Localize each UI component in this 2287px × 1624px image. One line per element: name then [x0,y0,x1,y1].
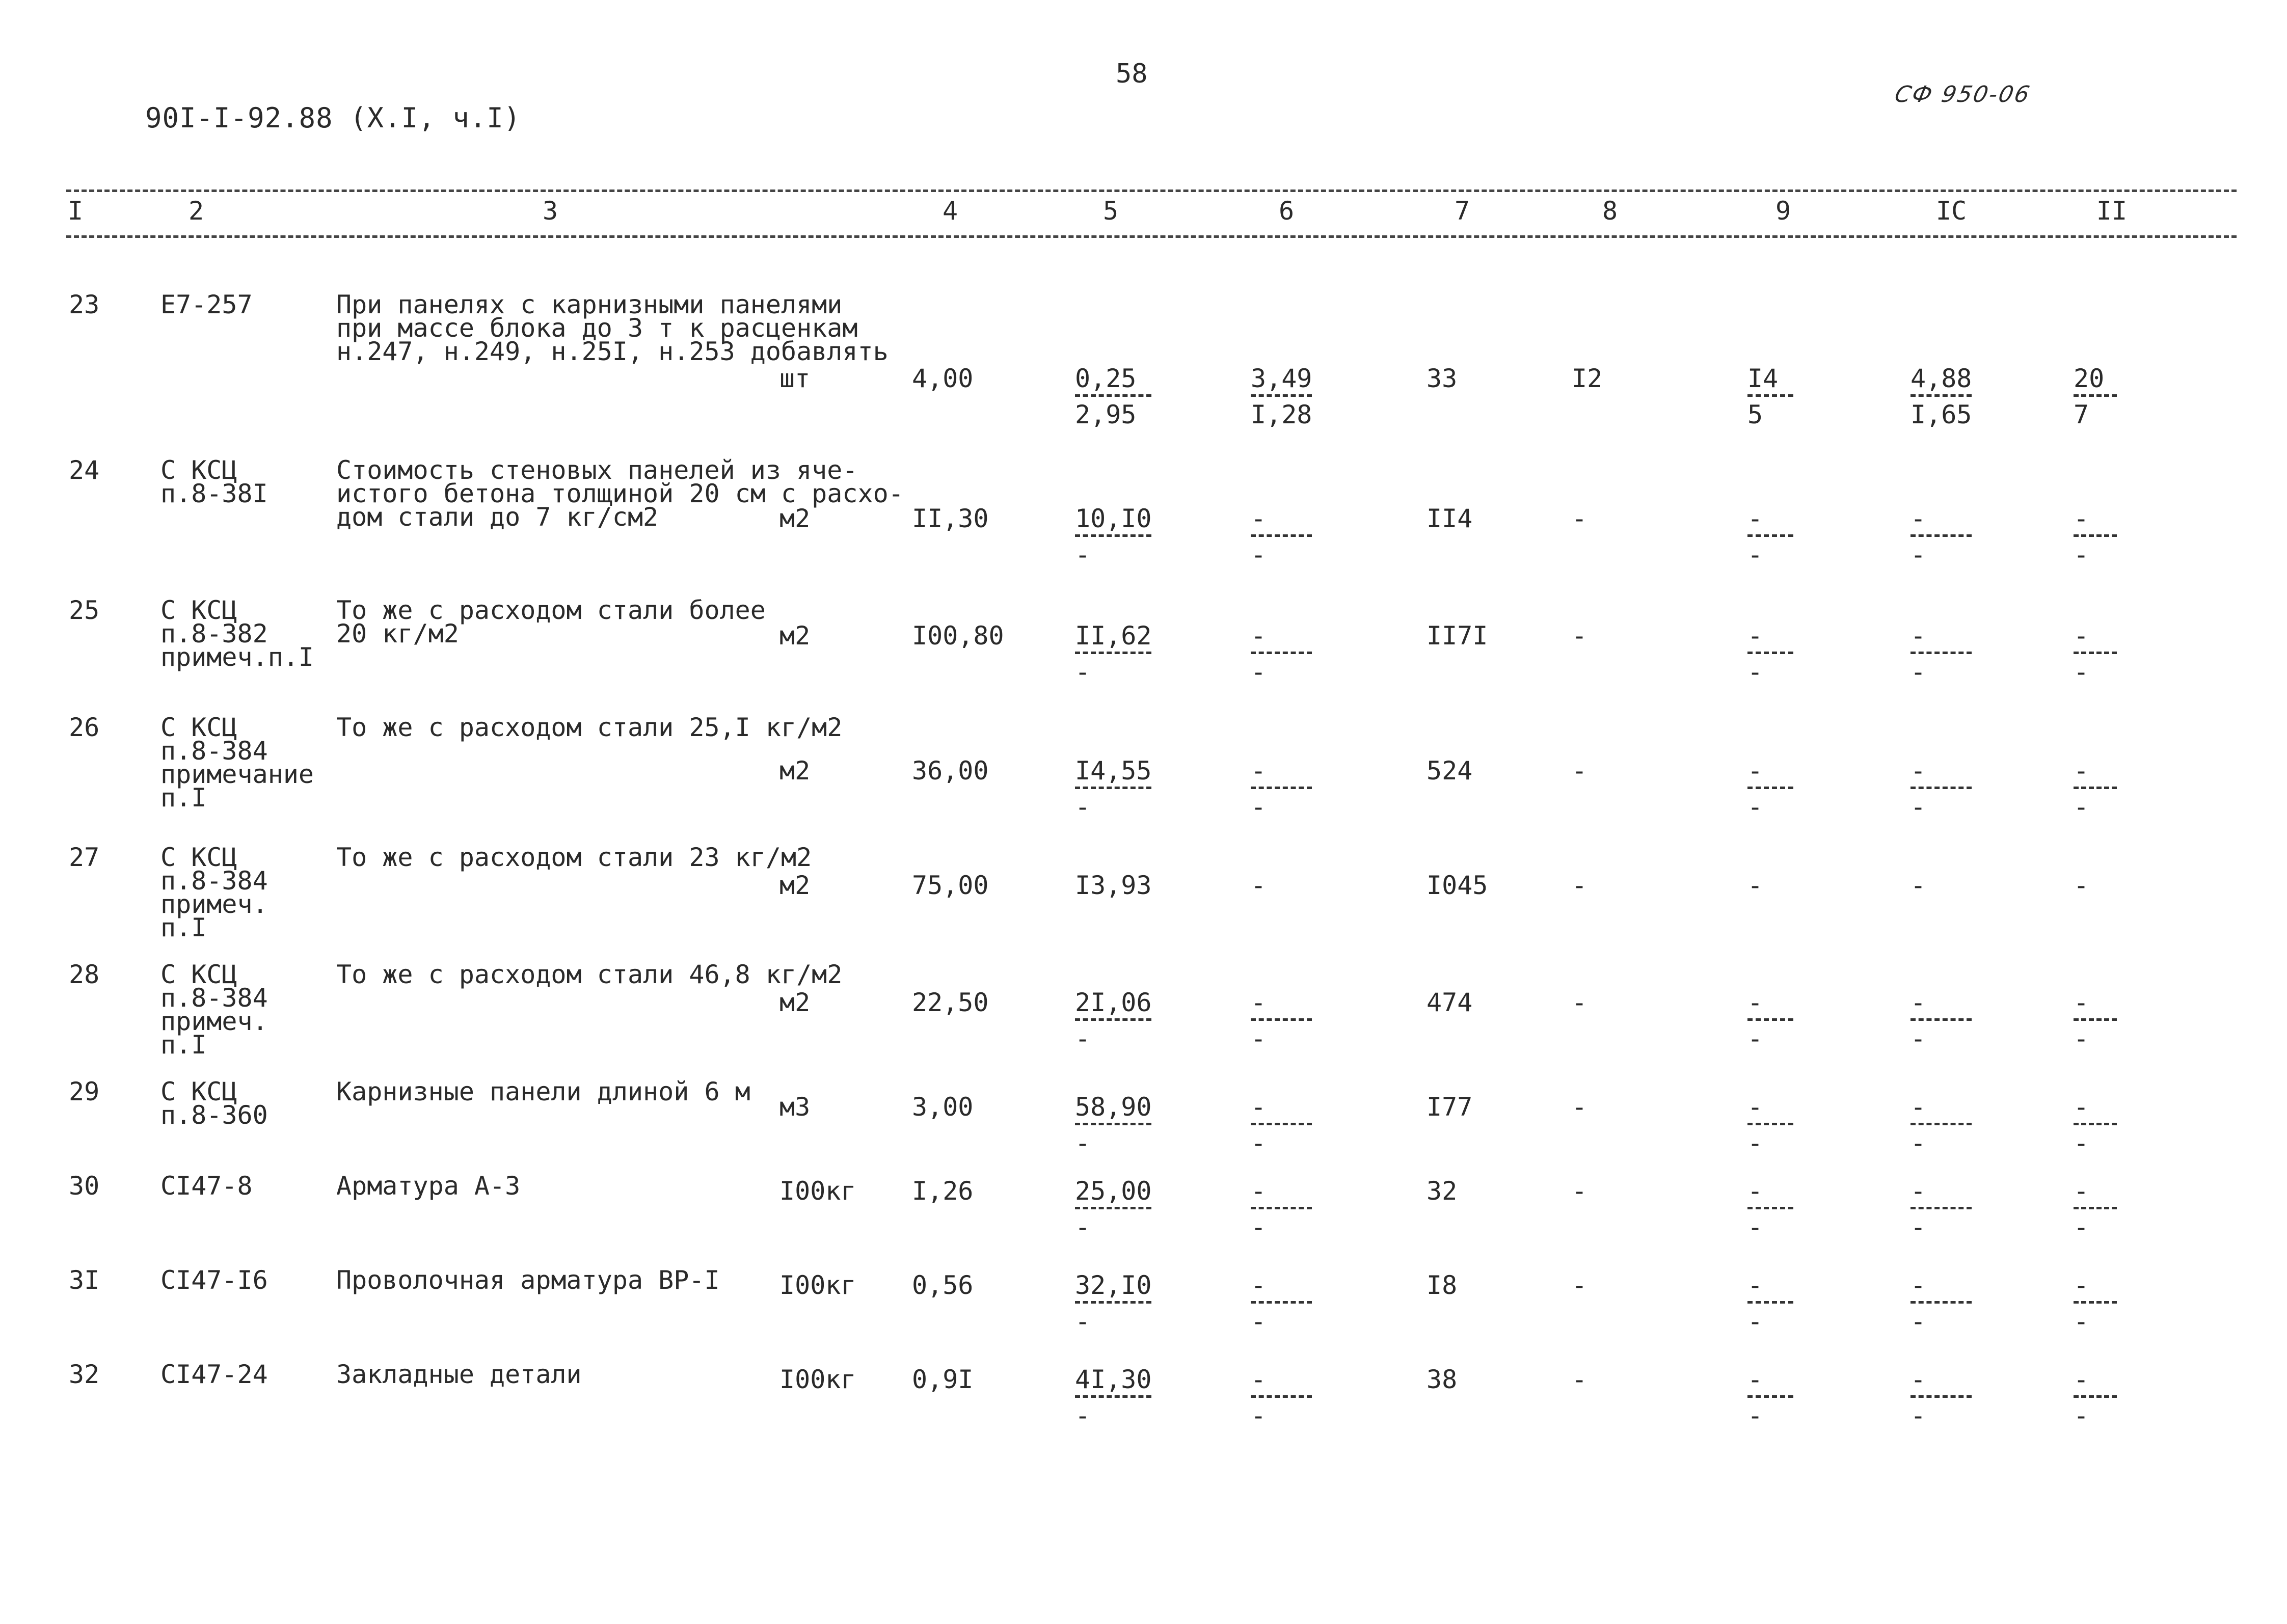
document-reference: 90I-I-92.88 (X.I, ч.I) [145,102,521,134]
fraction-c9 [1747,756,1793,822]
fraction-denominator: - [1251,540,1267,570]
fraction-numerator: 25,00 [1075,1176,1152,1206]
fraction-bar [1911,652,1972,654]
fraction-c6 [1251,988,1312,1053]
fraction-bar [1911,1301,1972,1304]
work-description: При панелях с карнизными панелями при массе блока до 3 т к расценкам н.247, н.249, н.25I, н.253 добавлять [336,290,889,366]
fraction-bar [1747,652,1793,654]
fraction-numerator: - [1251,756,1267,786]
fraction-c11 [2074,1092,2117,1158]
row-number: 23 [69,290,100,319]
cell-c7: 38 [1427,1365,1458,1394]
fraction-bar [1075,1395,1151,1398]
fraction-numerator: 32,I0 [1075,1270,1152,1300]
work-description: То же с расходом стали 25,I кг/м2 [336,713,843,742]
cell-c8: - [1572,621,1588,651]
quantity: 0,9I [912,1365,974,1394]
column-number-5: 5 [1102,196,1119,226]
fraction-c5 [1075,988,1152,1053]
fraction-bar [1747,1123,1793,1125]
fraction-denominator: - [2074,1024,2089,1053]
unit: м3 [779,1092,811,1122]
fraction-c11 [2074,1270,2117,1336]
rate-code: С КСЦ п.8-360 [160,1077,268,1130]
fraction-numerator: - [1911,756,1926,786]
fraction-numerator: - [1747,504,1763,533]
fraction-numerator: - [2074,1092,2089,1122]
column-number-6: 6 [1278,196,1295,226]
fraction-c10 [1911,1092,1972,1158]
fraction-bar [1075,1018,1151,1021]
fraction-numerator: - [1747,1092,1763,1122]
fraction-denominator: - [1911,1401,1926,1430]
fraction-c11 [2074,621,2117,687]
fraction-bar [1075,1123,1151,1125]
cell-c8: - [1572,1270,1588,1300]
fraction-bar [1747,1018,1793,1021]
quantity: 0,56 [912,1270,974,1300]
quantity: 22,50 [912,988,989,1017]
fraction-denominator: - [1911,1024,1926,1053]
cell-c7: I77 [1427,1092,1473,1122]
fraction-denominator: I,28 [1251,400,1312,429]
work-description: То же с расходом стали более 20 кг/м2 [336,596,766,648]
fraction-bar [2074,1123,2117,1125]
fraction-denominator: - [1251,1401,1267,1430]
fraction-c9 [1747,364,1793,429]
fraction-c9 [1747,621,1793,687]
fraction-denominator: - [1747,1024,1763,1053]
fraction-c9 [1747,504,1793,570]
column-number-9: 9 [1775,196,1791,226]
fraction-bar [1075,394,1151,397]
fraction-numerator: 0,25 [1075,364,1137,393]
cell-c7: 33 [1427,364,1458,393]
fraction-numerator: I4,55 [1075,756,1152,786]
fraction-bar [2074,1395,2117,1398]
fraction-bar [1251,787,1312,789]
fraction-denominator: - [1911,1212,1926,1242]
fraction-c10 [1911,1176,1972,1242]
work-description: Карнизные панели длиной 6 м [336,1077,750,1106]
fraction-numerator: - [1251,1365,1267,1394]
fraction-numerator: 3,49 [1251,364,1312,393]
fraction-c9 [1747,1092,1793,1158]
cell-c7: I8 [1427,1270,1458,1300]
fraction-c6 [1251,1092,1312,1158]
cell-c11: - [2074,871,2089,900]
cell-c8: - [1572,756,1588,786]
fraction-denominator: - [1747,657,1763,687]
fraction-numerator: 4I,30 [1075,1365,1152,1394]
fraction-denominator: - [1911,1307,1926,1336]
quantity: 3,00 [912,1092,974,1122]
fraction-c5 [1075,756,1152,822]
fraction-numerator: - [1911,1270,1926,1300]
fraction-denominator: - [1075,792,1091,822]
fraction-numerator: - [1911,504,1926,533]
fraction-denominator: 7 [2074,400,2089,429]
fraction-c11 [2074,364,2117,429]
rate-code: С КСЦ п.8-38I [160,455,268,508]
fraction-bar [1911,1123,1972,1125]
quantity: I,26 [912,1176,974,1206]
fraction-c6 [1251,1270,1312,1336]
column-number-11: II [2096,196,2128,226]
column-number-8: 8 [1602,196,1618,226]
cell-c9: - [1747,871,1763,900]
fraction-numerator: - [1911,1176,1926,1206]
fraction-numerator: - [1251,988,1267,1017]
column-number-1: I [67,196,84,226]
fraction-c5 [1075,364,1151,429]
fraction-numerator: - [2074,1176,2089,1206]
unit: м2 [779,504,811,533]
fraction-bar [1075,1207,1151,1209]
fraction-numerator: 58,90 [1075,1092,1152,1122]
work-description: То же с расходом стали 46,8 кг/м2 [336,960,843,989]
cell-c7: 32 [1427,1176,1458,1206]
fraction-denominator: - [1747,1307,1763,1336]
fraction-bar [2074,534,2117,537]
fraction-denominator: - [1911,792,1926,822]
fraction-denominator: - [1251,1307,1267,1336]
header-rule-bottom [66,235,2237,238]
fraction-bar [2074,394,2117,397]
fraction-bar [2074,652,2117,654]
fraction-c5 [1075,504,1152,570]
cell-c8: - [1572,1365,1588,1394]
fraction-numerator: 4,88 [1911,364,1972,393]
fraction-bar [1075,787,1151,789]
fraction-c10 [1911,504,1972,570]
cell-c5: I3,93 [1075,871,1152,900]
fraction-bar [1747,1207,1793,1209]
row-number: 25 [69,596,100,625]
fraction-bar [1747,1395,1793,1398]
fraction-c6 [1251,1176,1312,1242]
fraction-c6 [1251,756,1312,822]
cell-c7: 474 [1427,988,1473,1017]
fraction-numerator: - [2074,756,2089,786]
work-description: Арматура А-3 [336,1171,521,1201]
unit: м2 [779,621,811,651]
fraction-denominator: - [1251,1024,1267,1053]
rate-code: С КСЦ п.8-384 примеч. п.I [160,843,268,942]
fraction-numerator: 20 [2074,364,2105,393]
fraction-denominator: - [1911,540,1926,570]
fraction-c6 [1251,504,1312,570]
fraction-c5 [1075,1176,1152,1242]
fraction-denominator: - [1747,1212,1763,1242]
fraction-denominator: - [2074,792,2089,822]
fraction-denominator: - [1075,540,1091,570]
work-description: То же с расходом стали 23 кг/м2 [336,843,812,872]
cell-c7: 524 [1427,756,1473,786]
fraction-denominator: 2,95 [1075,400,1137,429]
fraction-c10 [1911,364,1972,429]
quantity: II,30 [912,504,989,533]
fraction-bar [1251,1207,1312,1209]
row-number: 30 [69,1171,100,1201]
fraction-numerator: - [2074,1365,2089,1394]
fraction-c10 [1911,756,1972,822]
cell-c8: - [1572,871,1588,900]
fraction-c9 [1747,1365,1793,1430]
fraction-denominator: - [1251,1212,1267,1242]
fraction-denominator: - [1251,792,1267,822]
fraction-numerator: - [1251,1270,1267,1300]
fraction-bar [1251,1018,1312,1021]
fraction-c6 [1251,621,1312,687]
fraction-denominator: - [1747,1128,1763,1158]
fraction-bar [1251,1123,1312,1125]
unit: м2 [779,871,811,900]
fraction-numerator: - [2074,621,2089,651]
fraction-bar [1911,787,1972,789]
fraction-denominator: - [1075,657,1091,687]
unit: I00кг [779,1270,856,1300]
fraction-numerator: - [1251,621,1267,651]
fraction-c6 [1251,364,1312,429]
row-number: 28 [69,960,100,989]
unit: I00кг [779,1365,856,1394]
rate-code: СI47-I6 [160,1265,268,1295]
fraction-numerator: - [1747,756,1763,786]
fraction-c9 [1747,1270,1793,1336]
fraction-bar [1747,787,1793,789]
row-number: 3I [69,1265,100,1295]
fraction-bar [1911,534,1972,537]
fraction-c10 [1911,988,1972,1053]
fraction-c5 [1075,621,1152,687]
fraction-c5 [1075,1092,1152,1158]
fraction-denominator: - [1075,1401,1091,1430]
fraction-bar [2074,1301,2117,1304]
fraction-denominator: - [1747,792,1763,822]
fraction-bar [2074,1207,2117,1209]
column-number-10: IC [1935,196,1967,226]
fraction-bar [2074,787,2117,789]
fraction-numerator: - [2074,988,2089,1017]
fraction-denominator: - [2074,1128,2089,1158]
fraction-numerator: - [1251,1092,1267,1122]
fraction-numerator: 10,I0 [1075,504,1152,533]
fraction-numerator: - [1747,1176,1763,1206]
cell-c8: - [1572,504,1588,533]
fraction-denominator: - [2074,657,2089,687]
fraction-c11 [2074,1365,2117,1430]
fraction-denominator: 5 [1747,400,1763,429]
cell-c7: II7I [1427,621,1488,651]
fraction-numerator: 2I,06 [1075,988,1152,1017]
fraction-denominator: - [1911,1128,1926,1158]
fraction-numerator: - [1747,621,1763,651]
fraction-numerator: - [1911,621,1926,651]
row-number: 27 [69,843,100,872]
fraction-numerator: - [1747,988,1763,1017]
rate-code: С КСЦ п.8-382 примеч.п.I [160,596,314,672]
fraction-bar [1747,394,1793,397]
rate-code: Е7-257 [160,290,253,319]
fraction-c11 [2074,756,2117,822]
fraction-bar [1251,394,1312,397]
unit: I00кг [779,1176,856,1206]
rate-code: СI47-24 [160,1360,268,1389]
cell-c8: - [1572,1092,1588,1122]
fraction-c11 [2074,988,2117,1053]
fraction-denominator: - [1075,1128,1091,1158]
fraction-numerator: II,62 [1075,621,1152,651]
cell-c8: - [1572,988,1588,1017]
fraction-numerator: - [1747,1365,1763,1394]
fraction-numerator: - [1251,1176,1267,1206]
column-number-4: 4 [942,196,958,226]
quantity: 4,00 [912,364,974,393]
fraction-c5 [1075,1365,1152,1430]
cell-c6: - [1251,871,1267,900]
fraction-denominator: - [1747,540,1763,570]
fraction-c10 [1911,621,1972,687]
fraction-bar [1251,1301,1312,1304]
cell-c7: I045 [1427,871,1488,900]
fraction-numerator: - [1747,1270,1763,1300]
fraction-bar [1911,394,1972,397]
work-description: Стоимость стеновых панелей из яче- истого бетона толщиной 20 см с расхо- дом стали до 7 кг/см2 [336,455,904,532]
cell-c8: - [1572,1176,1588,1206]
fraction-c9 [1747,1176,1793,1242]
row-number: 32 [69,1360,100,1389]
fraction-denominator: - [2074,1307,2089,1336]
cell-c7: II4 [1427,504,1473,533]
quantity: 75,00 [912,871,989,900]
code-stamp: СФ 950-06 [1892,82,2033,107]
fraction-denominator: - [1251,1128,1267,1158]
fraction-bar [1075,1301,1151,1304]
fraction-denominator: - [1075,1024,1091,1053]
fraction-c6 [1251,1365,1312,1430]
fraction-numerator: - [1251,504,1267,533]
fraction-bar [1075,652,1151,654]
fraction-numerator: - [2074,504,2089,533]
fraction-numerator: - [1911,988,1926,1017]
column-number-2: 2 [188,196,204,226]
fraction-c5 [1075,1270,1152,1336]
row-number: 29 [69,1077,100,1106]
fraction-numerator: - [1911,1365,1926,1394]
fraction-denominator: - [2074,1212,2089,1242]
work-description: Закладные детали [336,1360,582,1389]
fraction-denominator: - [1747,1401,1763,1430]
fraction-denominator: - [2074,1401,2089,1430]
fraction-denominator: I,65 [1911,400,1972,429]
fraction-denominator: - [1075,1307,1091,1336]
column-number-3: 3 [542,196,558,226]
fraction-bar [1251,534,1312,537]
fraction-numerator: - [1911,1092,1926,1122]
quantity: 36,00 [912,756,989,786]
fraction-denominator: - [2074,540,2089,570]
fraction-c11 [2074,1176,2117,1242]
unit: м2 [779,756,811,786]
fraction-bar [1075,534,1151,537]
fraction-denominator: - [1251,657,1267,687]
column-number-7: 7 [1454,196,1470,226]
cell-c10: - [1911,871,1926,900]
unit: шт [779,364,811,393]
fraction-c10 [1911,1270,1972,1336]
fraction-numerator: I4 [1747,364,1779,393]
quantity: I00,80 [912,621,1004,651]
fraction-bar [1911,1207,1972,1209]
fraction-bar [1251,652,1312,654]
fraction-bar [1747,1301,1793,1304]
fraction-bar [1251,1395,1312,1398]
fraction-bar [1911,1395,1972,1398]
rate-code: СI47-8 [160,1171,253,1201]
fraction-numerator: - [2074,1270,2089,1300]
fraction-c11 [2074,504,2117,570]
fraction-bar [1747,534,1793,537]
unit: м2 [779,988,811,1017]
row-number: 24 [69,455,100,485]
page-number: 58 [1116,59,1148,89]
fraction-bar [2074,1018,2117,1021]
header-rule-top [66,190,2237,192]
fraction-bar [1911,1018,1972,1021]
rate-code: С КСЦ п.8-384 примечание п.I [160,713,314,813]
fraction-c9 [1747,988,1793,1053]
fraction-denominator: - [1911,657,1926,687]
work-description: Проволочная арматура ВР-I [336,1265,720,1295]
cell-c8: I2 [1572,364,1603,393]
row-number: 26 [69,713,100,742]
rate-code: С КСЦ п.8-384 примеч. п.I [160,960,268,1060]
fraction-c10 [1911,1365,1972,1430]
fraction-denominator: - [1075,1212,1091,1242]
